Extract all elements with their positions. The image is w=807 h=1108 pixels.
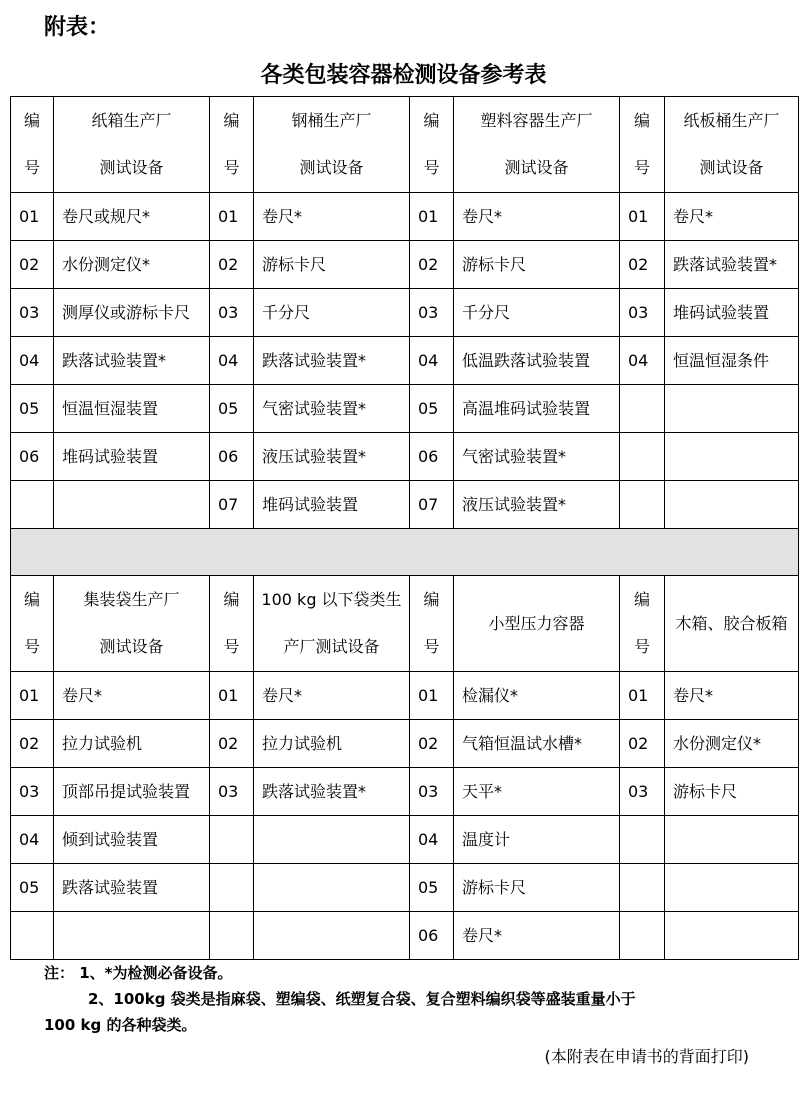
item-equipment: 液压试验装置* [254,433,410,481]
header-number-text: 编 [423,110,440,130]
header-number-text: 编 [223,110,240,130]
item-equipment: 千分尺 [254,289,410,337]
table-row [11,193,799,241]
item-number: 07 [210,481,254,529]
item-equipment [54,481,210,529]
item-number [620,912,665,960]
page-title: 各类包装容器检测设备参考表 [260,63,547,88]
table-row [11,816,799,864]
item-equipment: 跌落试验装置* [665,241,799,289]
header-number-cell [210,97,254,193]
item-number: 04 [410,337,454,385]
item-equipment: 跌落试验装置* [254,337,410,385]
item-equipment: 卷尺* [254,672,410,720]
item-number: 03 [410,289,454,337]
header-number-text: 编 [633,589,650,609]
item-number: 02 [620,241,665,289]
item-number: 03 [11,289,54,337]
item-number: 02 [410,720,454,768]
header-name-cell [454,97,620,193]
item-equipment [254,912,410,960]
header-number-text: 编 [23,110,40,130]
item-equipment: 倾到试验装置 [54,816,210,864]
header-name-text: 测试设备 [699,158,764,178]
header-name-cell [665,576,799,672]
header-number-text: 号 [223,158,240,178]
table-row [11,481,799,529]
header-name-text: 测试设备 [504,158,569,178]
item-number: 03 [11,768,54,816]
separator-row [11,529,799,576]
item-number [620,864,665,912]
item-equipment: 气密试验装置* [254,385,410,433]
item-equipment: 游标卡尺 [454,241,620,289]
item-equipment: 卷尺* [254,193,410,241]
note-1: 注： 1、*为检测必备设备。 [44,964,233,982]
item-number: 05 [410,864,454,912]
item-number [210,864,254,912]
header-number-text: 编 [223,589,240,609]
table-row [11,720,799,768]
header-number-text: 号 [23,637,40,657]
item-equipment: 堆码试验装置 [254,481,410,529]
section2-header-row [11,576,799,672]
appendix-label: 附表： [44,15,111,40]
header-name-cell [665,97,799,193]
item-equipment: 气密试验装置* [454,433,620,481]
item-number: 04 [11,337,54,385]
item-number: 01 [11,672,54,720]
header-number-text: 号 [23,158,40,178]
item-equipment: 水份测定仪* [54,241,210,289]
item-number: 03 [620,289,665,337]
header-number-cell [620,97,665,193]
item-number [620,481,665,529]
item-number [11,481,54,529]
header-number-text: 号 [423,158,440,178]
header-number-cell [210,576,254,672]
header-name-cell [254,97,410,193]
item-equipment: 卷尺* [665,193,799,241]
item-number: 02 [11,241,54,289]
header-name-text: 测试设备 [99,158,164,178]
item-equipment: 顶部吊提试验装置 [54,768,210,816]
header-name-text: 纸箱生产厂 [91,110,172,130]
header-name-cell [254,576,410,672]
table-row [11,912,799,960]
item-equipment: 游标卡尺 [254,241,410,289]
header-number-cell [11,576,54,672]
item-equipment: 跌落试验装置* [54,337,210,385]
note-2: 2、100kg 袋类是指麻袋、塑编袋、纸塑复合袋、复合塑料编织袋等盛装重量小于 [88,990,636,1008]
table-row [11,672,799,720]
table-row [11,241,799,289]
item-equipment: 温度计 [454,816,620,864]
item-number: 04 [210,337,254,385]
note-2-cont: 100 kg 的各种袋类。 [44,1016,197,1034]
header-name-cell [454,576,620,672]
item-number: 02 [620,720,665,768]
item-equipment: 卷尺或规尺* [54,193,210,241]
item-equipment [254,864,410,912]
item-number: 01 [410,672,454,720]
header-name-cell [54,576,210,672]
item-number: 04 [410,816,454,864]
item-equipment: 恒温恒湿装置 [54,385,210,433]
header-number-text: 号 [633,158,650,178]
item-equipment [665,816,799,864]
item-number [11,912,54,960]
item-equipment [665,864,799,912]
header-number-cell [410,576,454,672]
item-equipment: 拉力试验机 [54,720,210,768]
item-equipment: 液压试验装置* [454,481,620,529]
item-equipment: 堆码试验装置 [54,433,210,481]
item-number: 04 [620,337,665,385]
header-number-text: 编 [23,589,40,609]
footer-note: (本附表在申请书的背面打印) [544,1047,749,1066]
header-number-cell [620,576,665,672]
header-name-text: 100 kg 以下袋类生 [261,589,402,609]
item-number: 02 [210,241,254,289]
item-equipment [665,433,799,481]
item-equipment: 跌落试验装置 [54,864,210,912]
item-number: 01 [11,193,54,241]
item-equipment [665,481,799,529]
item-number: 06 [210,433,254,481]
table-row [11,864,799,912]
item-equipment: 水份测定仪* [665,720,799,768]
item-equipment: 拉力试验机 [254,720,410,768]
table-row [11,433,799,481]
header-name-cell [54,97,210,193]
header-number-text: 号 [423,637,440,657]
item-equipment [665,912,799,960]
header-number-text: 编 [423,589,440,609]
item-equipment: 卷尺* [665,672,799,720]
header-name-text: 钢桶生产厂 [291,110,372,130]
item-number [210,912,254,960]
notes [44,960,636,1038]
item-equipment: 跌落试验装置* [254,768,410,816]
item-equipment [254,816,410,864]
header-name-text: 产厂测试设备 [283,637,380,657]
item-number [620,433,665,481]
item-equipment [665,385,799,433]
item-number: 01 [210,193,254,241]
item-equipment: 卷尺* [54,672,210,720]
header-number-text: 号 [633,637,650,657]
item-number: 05 [210,385,254,433]
header-number-text: 编 [633,110,650,130]
item-number: 05 [11,385,54,433]
item-number: 03 [620,768,665,816]
header-name-text: 集装袋生产厂 [83,589,180,609]
table-row [11,385,799,433]
item-number [620,385,665,433]
item-number: 04 [11,816,54,864]
item-equipment [54,912,210,960]
header-name-text: 小型压力容器 [488,613,585,633]
item-number: 01 [410,193,454,241]
item-equipment: 游标卡尺 [454,864,620,912]
item-equipment: 高温堆码试验装置 [454,385,620,433]
section1-header-row [11,97,799,193]
item-equipment: 测厚仪或游标卡尺 [54,289,210,337]
item-number [210,816,254,864]
header-name-text: 测试设备 [299,158,364,178]
header-name-text: 塑料容器生产厂 [480,110,593,130]
item-number: 02 [11,720,54,768]
header-number-cell [11,97,54,193]
separator-cell [11,529,799,576]
item-number: 06 [410,912,454,960]
item-equipment: 恒温恒湿条件 [665,337,799,385]
item-equipment: 游标卡尺 [665,768,799,816]
item-number: 06 [11,433,54,481]
item-number: 03 [210,289,254,337]
item-equipment: 卷尺* [454,912,620,960]
header-name-text: 木箱、胶合板箱 [675,613,788,633]
header-name-text: 纸板桶生产厂 [683,110,780,130]
table-row [11,768,799,816]
header-number-text: 号 [223,637,240,657]
item-number: 07 [410,481,454,529]
item-equipment: 低温跌落试验装置 [454,337,620,385]
item-number: 01 [620,193,665,241]
item-equipment: 气箱恒温试水槽* [454,720,620,768]
item-number [620,816,665,864]
item-equipment: 检漏仪* [454,672,620,720]
equipment-table [10,96,799,960]
item-equipment: 千分尺 [454,289,620,337]
header-name-text: 测试设备 [99,637,164,657]
header-number-cell [410,97,454,193]
item-number: 05 [410,385,454,433]
item-number: 05 [11,864,54,912]
item-equipment: 卷尺* [454,193,620,241]
item-equipment: 天平* [454,768,620,816]
item-number: 03 [210,768,254,816]
table-row [11,289,799,337]
item-number: 02 [210,720,254,768]
item-number: 03 [410,768,454,816]
table-row [11,337,799,385]
item-number: 02 [410,241,454,289]
item-number: 06 [410,433,454,481]
item-number: 01 [210,672,254,720]
item-equipment: 堆码试验装置 [665,289,799,337]
item-number: 01 [620,672,665,720]
